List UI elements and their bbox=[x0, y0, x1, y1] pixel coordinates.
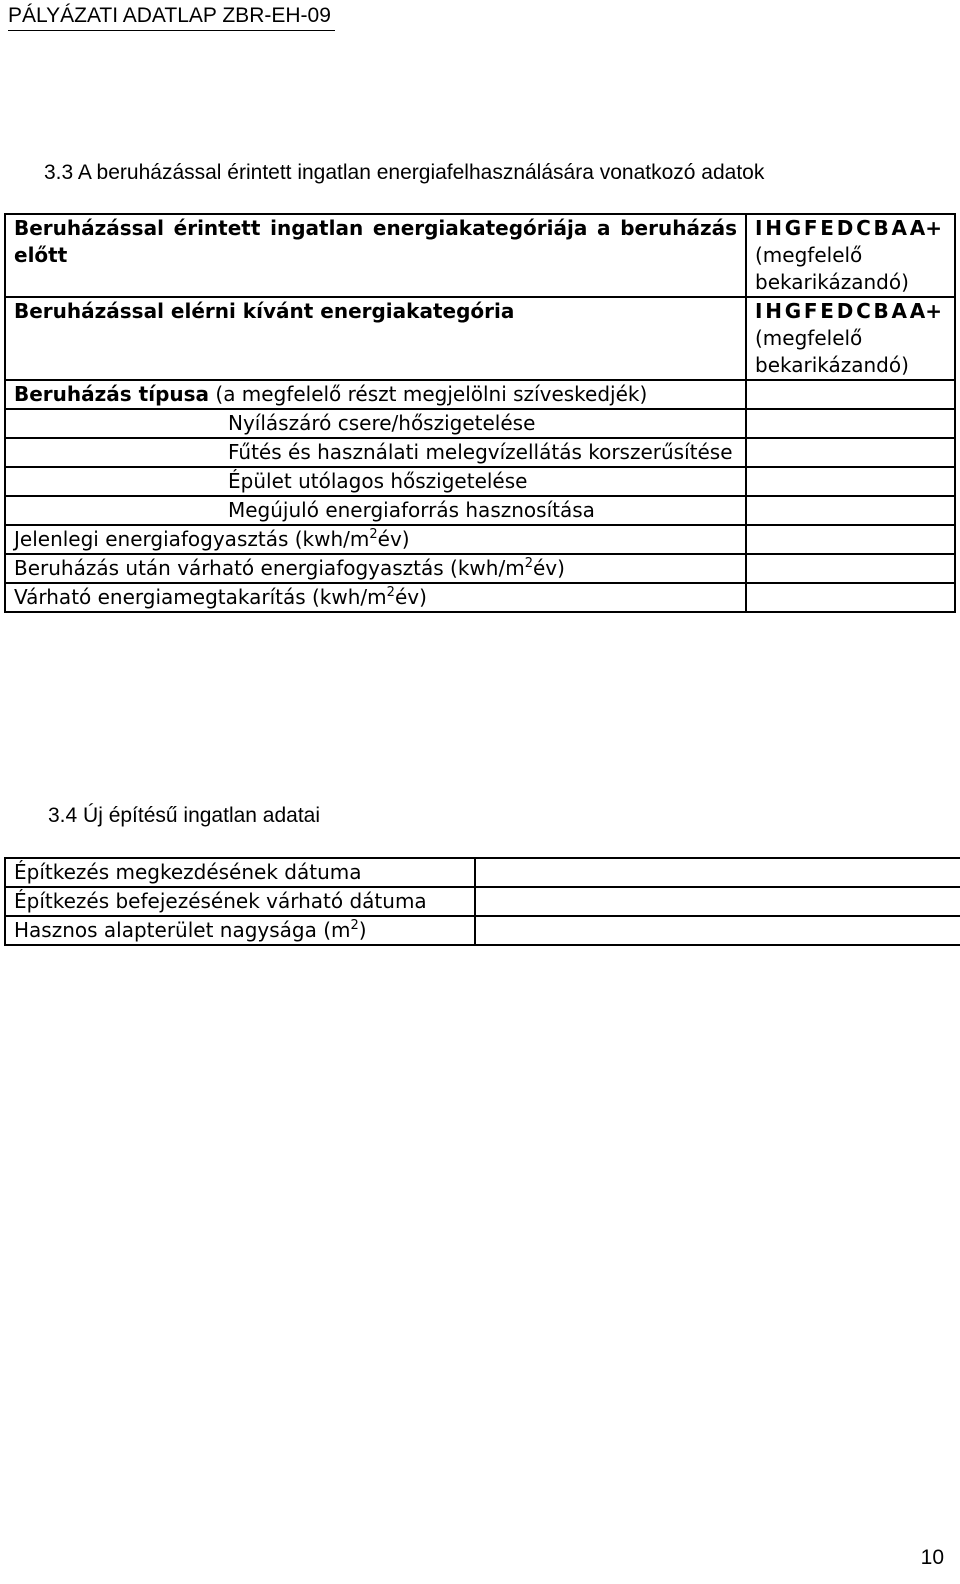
type-option-windows: Nyílászáró csere/hőszigetelése bbox=[5, 409, 746, 438]
letter-option[interactable]: B bbox=[873, 299, 889, 323]
superscript: 2 bbox=[369, 527, 378, 542]
letter-option[interactable]: A+ bbox=[909, 216, 942, 240]
investment-type-rest: (a megfelelő részt megjelölni szíveskedjék) bbox=[209, 382, 648, 406]
type-option-heating: Fűtés és használati melegvízellátás korszerűsítése bbox=[5, 438, 746, 467]
investment-type-bold: Beruházás típusa bbox=[14, 382, 210, 406]
table-row bbox=[5, 496, 955, 525]
construction-end-label: Építkezés befejezésének várható dátuma bbox=[5, 887, 475, 916]
circle-note: (megfelelő bekarikázandó) bbox=[755, 326, 909, 377]
label-unit: ) bbox=[358, 918, 367, 942]
letter-option[interactable]: A+ bbox=[909, 299, 942, 323]
construction-start-label: Építkezés megkezdésének dátuma bbox=[5, 858, 475, 887]
after-consumption-cell[interactable] bbox=[746, 554, 955, 583]
investment-type-label bbox=[5, 380, 746, 409]
target-category-cell[interactable] bbox=[746, 297, 955, 380]
label-text: Jelenlegi energiafogyasztás (kwh/m bbox=[14, 527, 370, 551]
circle-note: (megfelelő bekarikázandó) bbox=[755, 243, 909, 294]
letter-option[interactable]: E bbox=[820, 216, 834, 240]
type-option-insulation: Épület utólagos hőszigetelése bbox=[5, 467, 746, 496]
document-header bbox=[8, 2, 335, 31]
letter-option[interactable]: F bbox=[803, 216, 818, 240]
label-unit: év) bbox=[532, 556, 565, 580]
label-unit: év) bbox=[394, 585, 427, 609]
letter-option[interactable]: B bbox=[873, 216, 889, 240]
table-row bbox=[5, 297, 955, 380]
type-option-heating-cell[interactable] bbox=[746, 438, 955, 467]
expected-saving-cell[interactable] bbox=[746, 583, 955, 612]
type-option-windows-cell[interactable] bbox=[746, 409, 955, 438]
usable-area-label bbox=[5, 916, 475, 945]
letter-option[interactable]: D bbox=[836, 299, 854, 323]
superscript: 2 bbox=[524, 556, 533, 571]
label-text: Várható energiamegtakarítás (kwh/m bbox=[14, 585, 387, 609]
letter-option[interactable]: I bbox=[755, 216, 763, 240]
letter-option[interactable]: E bbox=[820, 299, 834, 323]
letter-option[interactable]: I bbox=[755, 299, 763, 323]
label-text: Hasznos alapterület nagysága (m bbox=[14, 918, 351, 942]
letter-option[interactable]: F bbox=[803, 299, 818, 323]
energy-data-table bbox=[4, 213, 956, 613]
energy-letters bbox=[755, 215, 946, 242]
letter-option[interactable]: A bbox=[891, 216, 907, 240]
table-row bbox=[5, 887, 960, 916]
current-consumption-cell[interactable] bbox=[746, 525, 955, 554]
superscript: 2 bbox=[386, 585, 395, 600]
letter-option[interactable]: D bbox=[836, 216, 854, 240]
after-consumption-label bbox=[5, 554, 746, 583]
letter-option[interactable]: G bbox=[784, 216, 802, 240]
construction-start-cell[interactable] bbox=[475, 858, 960, 887]
letter-option[interactable]: C bbox=[856, 216, 871, 240]
construction-end-cell[interactable] bbox=[475, 887, 960, 916]
table-row bbox=[5, 409, 955, 438]
before-category-label: Beruházással érintett ingatlan energiakategóriája a beruházás előtt bbox=[5, 214, 746, 297]
table-row bbox=[5, 554, 955, 583]
table-row bbox=[5, 467, 955, 496]
expected-saving-label bbox=[5, 583, 746, 612]
letter-option[interactable]: C bbox=[856, 299, 871, 323]
page-number: 10 bbox=[920, 1546, 944, 1569]
letter-option[interactable]: G bbox=[784, 299, 802, 323]
table-row bbox=[5, 214, 955, 297]
before-category-cell[interactable] bbox=[746, 214, 955, 297]
table-row bbox=[5, 380, 955, 409]
table-row bbox=[5, 583, 955, 612]
letter-option[interactable]: H bbox=[765, 216, 782, 240]
letter-option[interactable]: A bbox=[891, 299, 907, 323]
target-category-label: Beruházással elérni kívánt energiakategória bbox=[5, 297, 746, 380]
type-option-insulation-cell[interactable] bbox=[746, 467, 955, 496]
new-building-table bbox=[4, 857, 960, 946]
header-title: PÁLYÁZATI ADATLAP ZBR-EH-09 bbox=[8, 4, 331, 27]
table-row bbox=[5, 858, 960, 887]
letter-option[interactable]: H bbox=[765, 299, 782, 323]
current-consumption-label bbox=[5, 525, 746, 554]
energy-letters bbox=[755, 298, 946, 325]
investment-type-cell[interactable] bbox=[746, 380, 955, 409]
type-option-renewable: Megújuló energiaforrás hasznosítása bbox=[5, 496, 746, 525]
label-unit: év) bbox=[377, 527, 410, 551]
table-row bbox=[5, 916, 960, 945]
section-3-4-title: 3.4 Új építésű ingatlan adatai bbox=[48, 804, 321, 827]
label-text: Beruházás után várható energiafogyasztás (kwh/m bbox=[14, 556, 525, 580]
type-option-renewable-cell[interactable] bbox=[746, 496, 955, 525]
table-row bbox=[5, 438, 955, 467]
usable-area-cell[interactable] bbox=[475, 916, 960, 945]
section-3-3-title: 3.3 A beruházással érintett ingatlan energiafelhasználására vonatkozó adatok bbox=[44, 161, 765, 184]
table-row bbox=[5, 525, 955, 554]
superscript: 2 bbox=[350, 918, 359, 933]
